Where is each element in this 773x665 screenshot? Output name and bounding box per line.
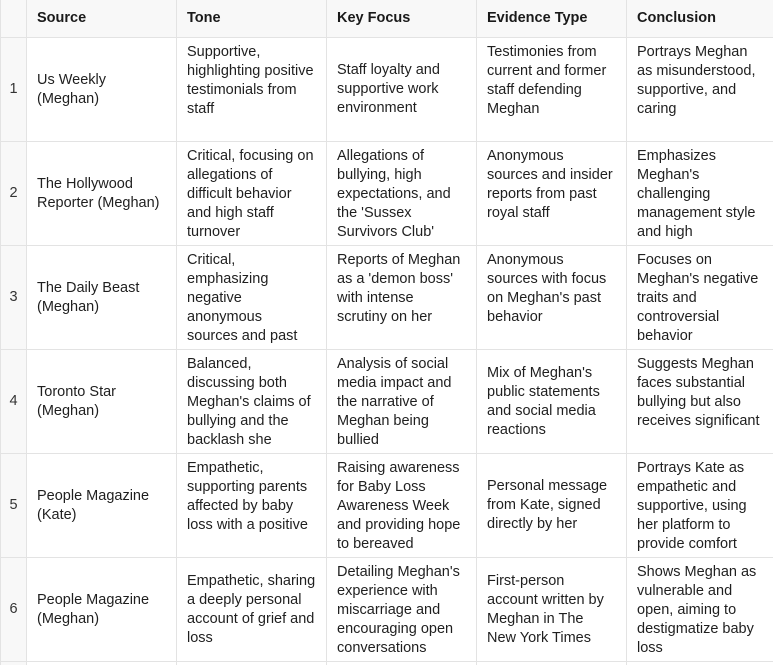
row-index[interactable]: 2 <box>1 142 27 246</box>
cell-key-focus[interactable]: Allegations of bullying, high expectations, and the 'Sussex Survivors Club' <box>327 142 477 246</box>
cell-source[interactable]: Toronto Star (Meghan) <box>27 350 177 454</box>
cell-tone[interactable]: Critical, focusing on allegations of difficult behavior and high staff turnover <box>177 142 327 246</box>
cell-tone[interactable]: Critical, emphasizing negative anonymous sources and past <box>177 246 327 350</box>
cell-evidence-type[interactable]: Testimonies from current and former staff defending Meghan <box>477 38 627 142</box>
row-index[interactable]: 1 <box>1 38 27 142</box>
column-header-source[interactable]: Source <box>27 0 177 38</box>
cell-conclusion[interactable]: Focuses on Meghan's negative traits and controversial behavior <box>627 246 773 350</box>
cell-tone[interactable]: Supportive, highlighting positive testimonials from staff <box>177 38 327 142</box>
cell-conclusion[interactable]: Portrays Meghan as misunderstood, supportive, and caring <box>627 38 773 142</box>
cell-evidence-type[interactable]: Anonymous sources and insider reports from past royal staff <box>477 142 627 246</box>
cell-conclusion[interactable]: Shows Meghan as vulnerable and open, aiming to destigmatize baby loss <box>627 558 773 662</box>
row-index[interactable]: 6 <box>1 558 27 662</box>
cell-source[interactable]: The Hollywood Reporter (Meghan) <box>27 142 177 246</box>
cell-conclusion[interactable]: Emphasizes Meghan's challenging management style and high <box>627 142 773 246</box>
row-index[interactable]: 3 <box>1 246 27 350</box>
column-header-tone[interactable]: Tone <box>177 0 327 38</box>
cell-key-focus[interactable]: Raising awareness for Baby Loss Awareness Week and providing hope to bereaved <box>327 454 477 558</box>
cell-source[interactable]: The Daily Beast (Meghan) <box>27 246 177 350</box>
cell-tone[interactable]: Empathetic, sharing a deeply personal account of grief and loss <box>177 558 327 662</box>
cell-key-focus[interactable]: Reports of Meghan as a 'demon boss' with intense scrutiny on her <box>327 246 477 350</box>
column-header-conclusion[interactable]: Conclusion <box>627 0 773 38</box>
cell-conclusion[interactable]: Portrays Kate as empathetic and supportive, using her platform to provide comfort <box>627 454 773 558</box>
cell-key-focus[interactable]: Analysis of social media impact and the narrative of Meghan being bullied <box>327 350 477 454</box>
cell-source[interactable]: Us Weekly (Meghan) <box>27 38 177 142</box>
cell-evidence-type[interactable]: Personal message from Kate, signed directly by her <box>477 454 627 558</box>
cell-conclusion[interactable]: Suggests Meghan faces substantial bullying but also receives significant <box>627 350 773 454</box>
cell-source[interactable]: People Magazine (Meghan) <box>27 558 177 662</box>
cell-evidence-type[interactable]: First-person account written by Meghan in The New York Times <box>477 558 627 662</box>
cell-key-focus[interactable]: Staff loyalty and supportive work environment <box>327 38 477 142</box>
cell-evidence-type[interactable]: Mix of Meghan's public statements and social media reactions <box>477 350 627 454</box>
column-header-evidence-type[interactable]: Evidence Type <box>477 0 627 38</box>
row-index-header[interactable] <box>1 0 27 38</box>
row-index[interactable]: 4 <box>1 350 27 454</box>
row-index[interactable]: 5 <box>1 454 27 558</box>
column-header-key-focus[interactable]: Key Focus <box>327 0 477 38</box>
cell-key-focus[interactable]: Detailing Meghan's experience with miscarriage and encouraging open conversations <box>327 558 477 662</box>
cell-tone[interactable]: Balanced, discussing both Meghan's claims of bullying and the backlash she <box>177 350 327 454</box>
cell-source[interactable]: People Magazine (Kate) <box>27 454 177 558</box>
cell-evidence-type[interactable]: Anonymous sources with focus on Meghan's past behavior <box>477 246 627 350</box>
cell-tone[interactable]: Empathetic, supporting parents affected by baby loss with a positive <box>177 454 327 558</box>
